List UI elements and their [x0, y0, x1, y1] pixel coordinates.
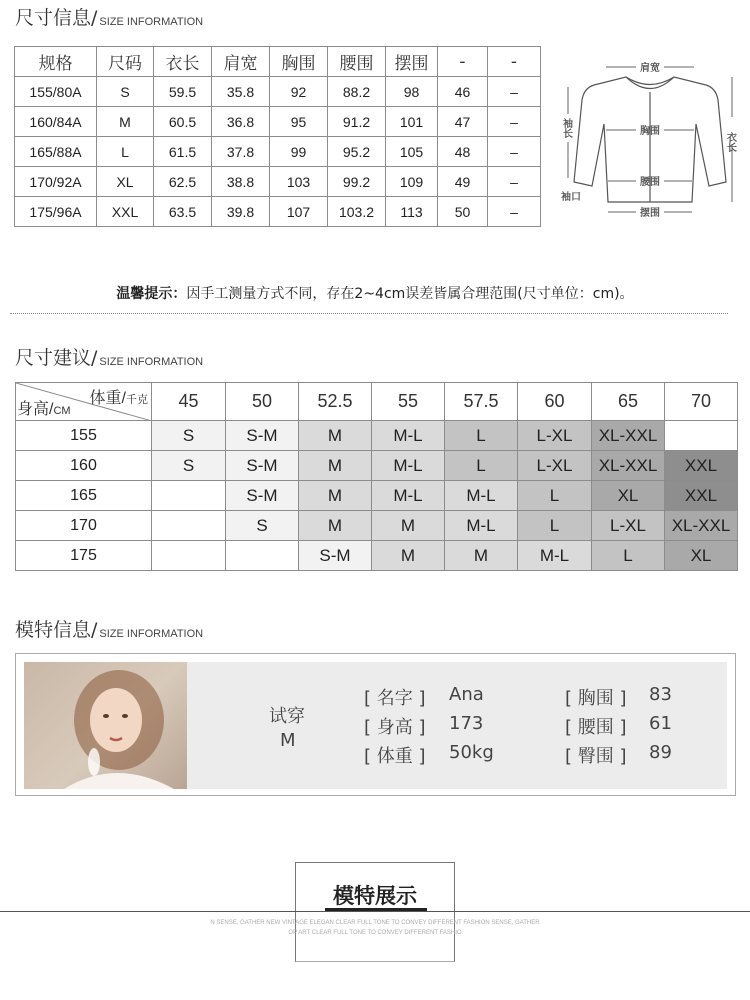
- size-recommendation-cell: M: [445, 541, 518, 571]
- diagram-shoulder-label: 肩宽: [640, 63, 660, 74]
- size-recommendation-cell: M-L: [445, 511, 518, 541]
- size-recommendation-cell: L-XL: [518, 451, 592, 481]
- size-recommendation-cell: L: [518, 511, 592, 541]
- size-cell: 105: [386, 137, 438, 167]
- size-recommendation-cell: M: [299, 481, 372, 511]
- rec-table-header: [16, 383, 738, 421]
- size-col-header: 尺码: [97, 47, 154, 77]
- size-cell: 47: [438, 107, 488, 137]
- size-table-row: [15, 137, 541, 167]
- size-table-row: [15, 167, 541, 197]
- size-table-header: [15, 47, 541, 77]
- size-cell: 48: [438, 137, 488, 167]
- height-header: 175: [16, 541, 152, 571]
- model-section-title: 模特信息/ SIZE INFORMATION: [15, 619, 204, 641]
- size-recommendation-cell: M-L: [445, 481, 518, 511]
- size-cell: –: [488, 107, 541, 137]
- diagram-length-label: 衣长: [724, 132, 736, 152]
- size-cell: L: [97, 137, 154, 167]
- size-section-title: 尺寸信息/ SIZE INFORMATION: [15, 7, 204, 29]
- garment-diagram: [556, 52, 744, 230]
- size-recommendation-cell: XXL: [665, 481, 738, 511]
- size-cell: 155/80A: [15, 77, 97, 107]
- size-cell: 91.2: [328, 107, 386, 137]
- size-cell: 88.2: [328, 77, 386, 107]
- size-col-header: 规格: [15, 47, 97, 77]
- size-cell: 38.8: [212, 167, 270, 197]
- size-recommendation-cell: XL-XXL: [592, 451, 665, 481]
- size-recommendation-cell: XL-XXL: [665, 511, 738, 541]
- size-cell: 63.5: [154, 197, 212, 227]
- size-recommendation-cell: [152, 481, 226, 511]
- footer-tagline: N SENSE, GATHER NEW VINTAGE ELEGAN CLEAR FULL TONE TO CONVEY DIFFERENT FASHION SENSE, GATHER OP ART CLEAR FULL TONE TO CONVEY DIFFERENT FASHIO: [210, 920, 540, 936]
- model-height: 173: [449, 713, 484, 734]
- weight-header: 65: [592, 383, 665, 421]
- size-cell: XXL: [97, 197, 154, 227]
- model-name: Ana: [449, 684, 484, 705]
- size-cell: 103: [270, 167, 328, 197]
- diagram-chest-label: 胸围: [640, 126, 660, 137]
- size-recommendation-cell: [152, 511, 226, 541]
- rec-table-row: [16, 541, 738, 571]
- rec-table-row: [16, 421, 738, 451]
- diagram-hem-label: 摆围: [640, 208, 660, 219]
- height-header: 165: [16, 481, 152, 511]
- rec-table-row: [16, 451, 738, 481]
- size-cell: 103.2: [328, 197, 386, 227]
- hip-label: [ 臀围 ]: [565, 746, 627, 767]
- model-photo: [24, 662, 187, 789]
- size-cell: S: [97, 77, 154, 107]
- size-recommendation-cell: M: [372, 511, 445, 541]
- diagram-sleeve-label: 袖长: [560, 118, 572, 138]
- size-recommendation-cell: L-XL: [518, 421, 592, 451]
- size-recommendation-cell: L: [445, 451, 518, 481]
- size-cell: 98: [386, 77, 438, 107]
- size-cell: 35.8: [212, 77, 270, 107]
- size-cell: 62.5: [154, 167, 212, 197]
- footer-divider: [0, 911, 750, 912]
- size-recommendation-cell: M-L: [372, 481, 445, 511]
- size-recommendation-cell: S: [226, 511, 299, 541]
- rec-table-corner: [16, 383, 152, 421]
- weight-header: 55: [372, 383, 445, 421]
- size-cell: 49: [438, 167, 488, 197]
- size-recommendation-cell: XL-XXL: [592, 421, 665, 451]
- size-cell: –: [488, 77, 541, 107]
- measurement-tip: 温馨提示：因手工测量方式不同，存在2~4cm误差皆属合理范围(尺寸单位：cm)。: [116, 286, 634, 302]
- size-col-header: 摆围: [386, 47, 438, 77]
- chest-label: [ 胸围 ]: [565, 688, 627, 709]
- size-cell: 165/88A: [15, 137, 97, 167]
- size-recommendation-cell: M-L: [372, 421, 445, 451]
- weight-header: 52.5: [299, 383, 372, 421]
- model-hip: 89: [649, 742, 672, 763]
- size-col-header: 衣长: [154, 47, 212, 77]
- name-label: [ 名字 ]: [364, 688, 426, 709]
- size-recommendation-cell: [665, 421, 738, 451]
- size-recommendation-cell: L: [445, 421, 518, 451]
- size-recommendation-cell: M: [299, 451, 372, 481]
- model-weight: 50kg: [449, 742, 494, 763]
- size-table-row: [15, 197, 541, 227]
- height-header: 155: [16, 421, 152, 451]
- size-recommendation-cell: [152, 541, 226, 571]
- size-cell: –: [488, 167, 541, 197]
- weight-header: 57.5: [445, 383, 518, 421]
- size-col-header: 腰围: [328, 47, 386, 77]
- model-waist: 61: [649, 713, 672, 734]
- size-cell: 170/92A: [15, 167, 97, 197]
- size-cell: 61.5: [154, 137, 212, 167]
- weight-header: 45: [152, 383, 226, 421]
- size-cell: 95.2: [328, 137, 386, 167]
- weight-header: 50: [226, 383, 299, 421]
- size-cell: 36.8: [212, 107, 270, 137]
- size-recommendation-cell: M: [299, 511, 372, 541]
- size-recommendation-cell: M: [299, 421, 372, 451]
- height-axis-label: 身高/CM: [17, 401, 71, 418]
- size-col-header: -: [438, 47, 488, 77]
- size-recommendation-cell: [226, 541, 299, 571]
- waist-label: [ 腰围 ]: [565, 717, 627, 738]
- size-cell: 46: [438, 77, 488, 107]
- diagram-waist-label: 腰围: [640, 177, 660, 188]
- size-col-header: 肩宽: [212, 47, 270, 77]
- try-label: 试穿: [269, 706, 305, 727]
- size-cell: 175/96A: [15, 197, 97, 227]
- height-header: 160: [16, 451, 152, 481]
- size-recommendation-cell: S-M: [226, 451, 299, 481]
- dotted-divider: [10, 313, 728, 314]
- weight-label: [ 体重 ]: [364, 746, 426, 767]
- size-recommendation-cell: L: [518, 481, 592, 511]
- size-recommendation-cell: S-M: [226, 421, 299, 451]
- size-table: [14, 46, 541, 227]
- weight-header: 60: [518, 383, 592, 421]
- size-cell: 109: [386, 167, 438, 197]
- size-cell: 50: [438, 197, 488, 227]
- size-table-row: [15, 107, 541, 137]
- try-size: M: [280, 730, 296, 751]
- weight-header: 70: [665, 383, 738, 421]
- model-showcase-title: 模特展示: [333, 884, 417, 908]
- rec-section-title: 尺寸建议/ SIZE INFORMATION: [15, 347, 204, 369]
- size-table-row: [15, 77, 541, 107]
- size-cell: 99.2: [328, 167, 386, 197]
- rec-table-row: [16, 481, 738, 511]
- size-cell: 92: [270, 77, 328, 107]
- size-cell: 59.5: [154, 77, 212, 107]
- size-cell: 99: [270, 137, 328, 167]
- size-recommendation-cell: S: [152, 451, 226, 481]
- size-cell: 101: [386, 107, 438, 137]
- size-cell: M: [97, 107, 154, 137]
- size-cell: 95: [270, 107, 328, 137]
- size-cell: 39.8: [212, 197, 270, 227]
- size-recommendation-cell: XXL: [665, 451, 738, 481]
- size-recommendation-cell: S-M: [226, 481, 299, 511]
- rec-table-row: [16, 511, 738, 541]
- size-recommendation-cell: M: [372, 541, 445, 571]
- model-chest: 83: [649, 684, 672, 705]
- height-header: 170: [16, 511, 152, 541]
- size-cell: –: [488, 197, 541, 227]
- size-recommendation-cell: XL: [665, 541, 738, 571]
- diagram-cuff-label: 袖口: [561, 192, 581, 203]
- size-cell: 160/84A: [15, 107, 97, 137]
- size-recommendation-cell: L-XL: [592, 511, 665, 541]
- size-recommendation-cell: L: [592, 541, 665, 571]
- weight-axis-label: 体重/千克: [89, 390, 148, 407]
- size-col-header: 胸围: [270, 47, 328, 77]
- size-recommendation-cell: S: [152, 421, 226, 451]
- size-recommendation-cell: XL: [592, 481, 665, 511]
- size-col-header: -: [488, 47, 541, 77]
- size-cell: 113: [386, 197, 438, 227]
- footer-title-underline: [325, 908, 427, 911]
- size-cell: –: [488, 137, 541, 167]
- size-cell: 107: [270, 197, 328, 227]
- size-recommendation-table: [15, 382, 738, 571]
- size-cell: 60.5: [154, 107, 212, 137]
- size-recommendation-cell: M-L: [372, 451, 445, 481]
- footer-frame: [295, 862, 455, 962]
- model-info-card: [15, 653, 736, 796]
- height-label: [ 身高 ]: [364, 717, 426, 738]
- size-cell: 37.8: [212, 137, 270, 167]
- size-cell: XL: [97, 167, 154, 197]
- size-recommendation-cell: S-M: [299, 541, 372, 571]
- size-recommendation-cell: M-L: [518, 541, 592, 571]
